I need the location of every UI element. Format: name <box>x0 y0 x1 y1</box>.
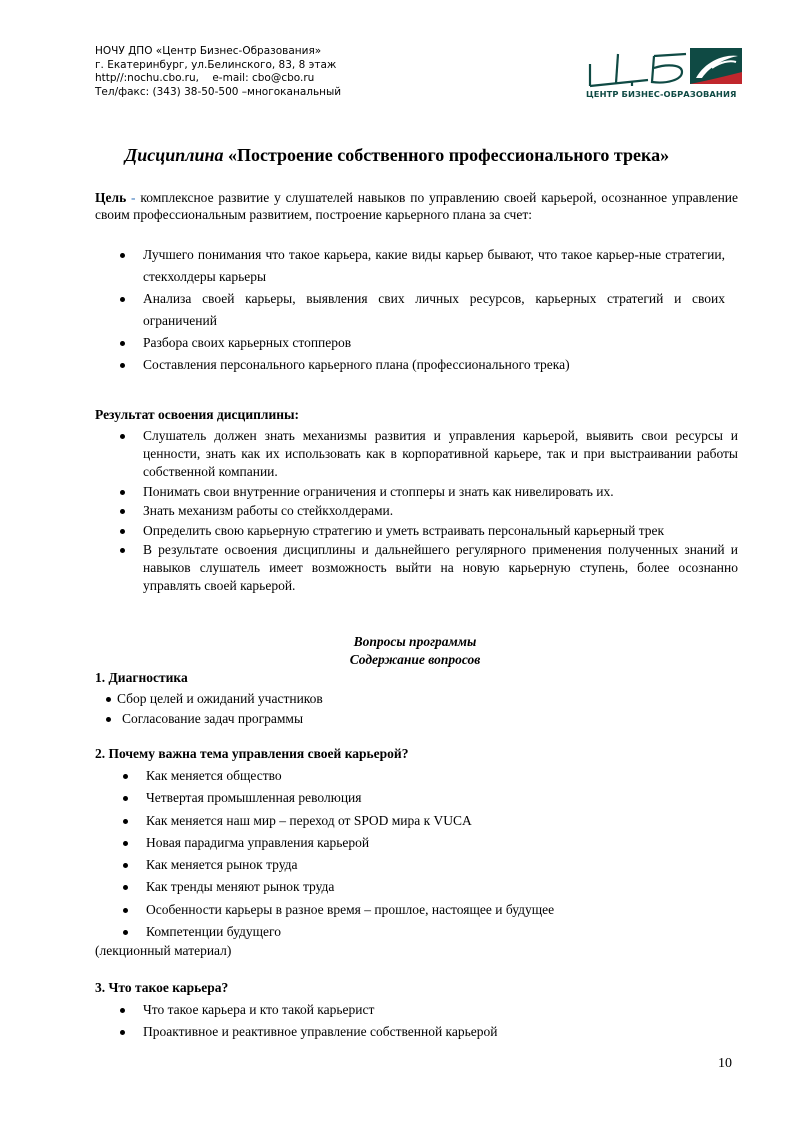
list-item: Слушатель должен знать механизмы развития и управления карьерой, выявить свои ресурсы и ценности, знать как их использовать как в корпоративной карьере, так и при выстраивании работы собственной компании. <box>119 427 738 481</box>
org-phone: Тел/факс: (343) 38-50-500 –многоканальный <box>95 85 342 98</box>
list-item: Понимать свои внутренние ограничения и стопперы и знать как нивелировать их. <box>119 483 738 501</box>
list-item: Лучшего понимания что такое карьера, какие виды карьер бывают, что такое карьер-ные стратегии, стекхолдеры карьеры <box>119 244 725 288</box>
list-item: Знать механизм работы со стейкхолдерами. <box>119 502 738 520</box>
company-logo <box>586 46 746 106</box>
list-item: Как меняется общество <box>122 765 682 787</box>
org-name: НОЧУ ДПО «Центр Бизнес-Образования» <box>95 45 322 57</box>
logo-caption: ЦЕНТР БИЗНЕС-ОБРАЗОВАНИЯ <box>586 89 737 99</box>
program-subheading: Содержание вопросов <box>349 652 481 667</box>
title-prefix: Дисциплина <box>124 145 224 165</box>
organization-info <box>95 45 341 99</box>
list-item: Сбор целей и ожиданий участников <box>104 689 504 709</box>
title-name: «Построение собственного профессионального трека» <box>227 145 670 165</box>
list-item: Составления персонального карьерного плана (профессионального трека) <box>119 354 725 376</box>
list-item: В результате освоения дисциплины и дальнейшего регулярного применения полученных знаний и навыков слушатель имеет возможность выйти на новую карьерную ступень, более осознанно управлять своей карьерой. <box>119 541 738 595</box>
section-1-list <box>104 689 504 729</box>
section-3-list <box>119 999 679 1043</box>
section-title: 1. Диагностика <box>95 670 188 685</box>
results-heading: Результат освоения дисциплины: <box>95 407 300 422</box>
list-item: Определить свою карьерную стратегию и уметь встраивать персональный карьерный трек <box>119 522 738 540</box>
list-item: Особенности карьеры в разное время – прошлое, настоящее и будущее <box>122 899 682 921</box>
list-item: Анализа своей карьеры, выявления свих личных ресурсов, карьерных стратегий и своих ограничений <box>119 288 725 332</box>
list-item: Согласование задач программы <box>104 709 504 729</box>
goal-text: комплексное развитие у слушателей навыков по управлению своей карьерой, осознанное управление своим профессиональным развитием, построение карьерного плана за счет: <box>95 190 739 222</box>
list-item: Что такое карьера и кто такой карьерист <box>119 999 679 1021</box>
goal-dash: - <box>131 190 136 205</box>
section-note: (лекционный материал) <box>95 943 232 958</box>
org-address: г. Екатеринбург, ул.Белинского, 83, 8 этаж <box>95 58 337 71</box>
goal-paragraph <box>95 189 738 223</box>
list-item: Как тренды меняют рынок труда <box>122 876 682 898</box>
list-item: Новая парадигма управления карьерой <box>122 832 682 854</box>
list-item: Компетенции будущего <box>122 921 682 943</box>
section-title: 3. Что такое карьера? <box>95 980 229 995</box>
goal-label: Цель <box>95 190 127 205</box>
list-item: Четвертая промышленная революция <box>122 787 682 809</box>
goal-list <box>119 244 725 376</box>
list-item: Разбора своих карьерных стопперов <box>119 332 725 354</box>
section-2-list <box>122 765 682 943</box>
list-item: Как меняется рынок труда <box>122 854 682 876</box>
list-item: Как меняется наш мир – переход от SPOD мира к VUCA <box>122 810 682 832</box>
discipline-title <box>0 145 794 166</box>
org-web-email: http//:nochu.cbo.ru, e-mail: cbo@cbo.ru <box>95 72 315 84</box>
page-number: 10 <box>718 1056 732 1071</box>
results-list <box>119 427 738 597</box>
program-heading: Вопросы программы <box>353 634 477 649</box>
logo-mark-icon <box>586 46 746 90</box>
list-item: Проактивное и реактивное управление собственной карьерой <box>119 1021 679 1043</box>
section-title: 2. Почему важна тема управления своей карьерой? <box>95 746 409 761</box>
